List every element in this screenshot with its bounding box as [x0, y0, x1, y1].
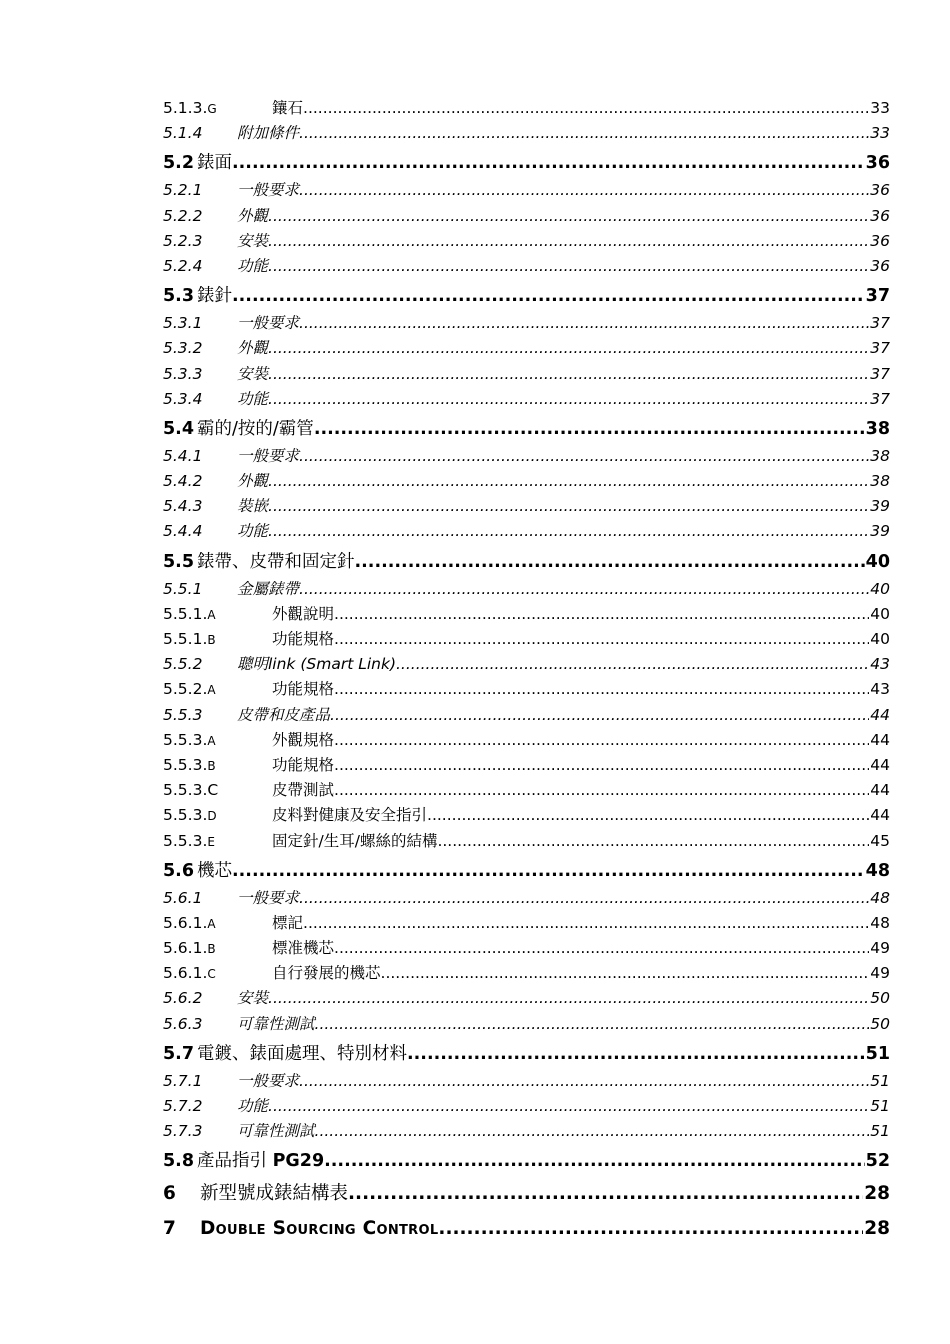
toc-entry-page: 44: [870, 755, 890, 774]
toc-entry-page: 49: [870, 964, 890, 983]
toc-entry-number: 5.5.3: [163, 705, 203, 724]
toc-entry[interactable]: [163, 602, 890, 627]
toc-entry-title: 外觀說明: [272, 604, 335, 623]
toc-dot-leader: [232, 856, 865, 886]
toc-dot-leader: [348, 1176, 863, 1211]
toc-dot-leader: [303, 96, 869, 121]
toc-dot-leader: [437, 829, 869, 854]
toc-entry[interactable]: [163, 911, 890, 936]
toc-entry[interactable]: [163, 204, 890, 229]
toc-entry[interactable]: [163, 753, 890, 778]
toc-entry-title: 皮料對健康及安全指引: [272, 806, 428, 825]
toc-entry-number: 5.6.1.A: [163, 913, 216, 932]
toc-entry-number: 5.2.4: [163, 256, 203, 275]
toc-entry[interactable]: [163, 444, 890, 469]
toc-entry-number: 5.5.1.A: [163, 604, 216, 623]
toc-entry-page: 33: [870, 124, 890, 143]
toc-entry[interactable]: [163, 677, 890, 702]
toc-entry[interactable]: [163, 229, 890, 254]
toc-entry-title: 功能: [237, 1097, 269, 1115]
toc-entry[interactable]: [163, 121, 890, 146]
toc-entry-page: 43: [870, 680, 890, 699]
toc-entry-title: 外觀: [237, 206, 269, 225]
toc-dot-leader: [314, 414, 865, 444]
toc-entry[interactable]: [163, 627, 890, 652]
toc-entry-page: 50: [870, 1014, 890, 1033]
toc-entry[interactable]: [163, 778, 890, 803]
toc-entry-title: 一般要求: [237, 446, 300, 465]
toc-entry-page: 52: [865, 1151, 890, 1172]
toc-entry-title: 皮帶和皮產品: [237, 705, 331, 724]
toc-dot-leader: [268, 494, 869, 519]
toc-entry[interactable]: [163, 414, 890, 444]
toc-entry-number: 5.1.3.G: [163, 99, 217, 117]
toc-entry-page: 37: [865, 286, 890, 307]
toc-entry-title: 錶帶、皮帶和固定針: [197, 551, 355, 572]
toc-dot-leader: [315, 1012, 870, 1037]
toc-dot-leader: [355, 547, 865, 577]
toc-dot-leader: [299, 444, 869, 469]
toc-dot-leader: [299, 121, 869, 146]
toc-entry-title: 安裝: [237, 364, 269, 383]
toc-entry-page: 38: [865, 418, 890, 439]
toc-entry-number: 5.6: [163, 860, 195, 881]
toc-dot-leader: [268, 229, 869, 254]
toc-dot-leader: [268, 362, 869, 387]
toc-entry-page: 36: [870, 181, 890, 200]
toc-entry-page: 45: [870, 831, 890, 850]
toc-entry[interactable]: [163, 281, 890, 311]
toc-entry-title: 功能規格: [272, 630, 335, 648]
toc-entry-page: 43: [870, 655, 890, 674]
toc-dot-leader: [299, 577, 869, 602]
toc-entry-number: 5.8: [163, 1151, 195, 1172]
toc-entry-title: 聰明link (Smart Link): [237, 655, 396, 674]
toc-entry[interactable]: [163, 703, 890, 728]
toc-dot-leader: [334, 728, 869, 753]
toc-dot-leader: [299, 178, 869, 203]
toc-entry[interactable]: [163, 986, 890, 1011]
toc-entry-title: 一般要求: [237, 314, 300, 333]
toc-entry-page: 37: [870, 389, 890, 408]
toc-entry-number: 5.7: [163, 1043, 195, 1064]
toc-dot-leader: [268, 254, 869, 279]
toc-dot-leader: [315, 1119, 870, 1144]
toc-entry-number: 5.5.1: [163, 579, 203, 598]
toc-entry[interactable]: [163, 936, 890, 961]
toc-dot-leader: [334, 627, 869, 652]
toc-entry-title: 錶針: [197, 286, 233, 307]
toc-entry-title: 功能: [237, 256, 269, 275]
toc-entry-number: 5.5.1.B: [163, 630, 216, 648]
toc-entry-title: 可靠性測試: [237, 1014, 315, 1033]
toc-entry[interactable]: [163, 387, 890, 412]
toc-entry-number: 5.5.2: [163, 655, 203, 674]
toc-entry-page: 40: [870, 579, 890, 598]
toc-entry-page: 51: [870, 1097, 890, 1115]
toc-entry[interactable]: [163, 1012, 890, 1037]
toc-dot-leader: [381, 961, 870, 986]
toc-entry[interactable]: [163, 519, 890, 544]
toc-entry[interactable]: [163, 803, 890, 828]
toc-entry-page: 39: [870, 522, 890, 541]
toc-entry[interactable]: [163, 96, 890, 121]
toc-entry-page: 48: [870, 913, 890, 932]
toc-entry-title: 一般要求: [237, 1071, 300, 1090]
toc-entry[interactable]: [163, 178, 890, 203]
toc-entry[interactable]: [163, 1039, 890, 1069]
toc-entry-number: 5.3.1: [163, 314, 203, 333]
toc-entry-page: 38: [870, 446, 890, 465]
toc-entry[interactable]: [163, 469, 890, 494]
toc-entry-number: 5.6.1.B: [163, 939, 216, 958]
toc-entry-number: 6: [163, 1183, 176, 1205]
toc-entry[interactable]: [163, 1146, 890, 1176]
toc-entry-number: 5.5.3.E: [163, 831, 215, 850]
toc-entry[interactable]: [163, 577, 890, 602]
toc-entry-number: 5.4.1: [163, 446, 203, 465]
toc-dot-leader: [324, 1146, 865, 1176]
toc-entry-title: 鑲石: [272, 99, 304, 117]
toc-entry-number: 5.3.4: [163, 389, 203, 408]
toc-entry-title: 安裝: [237, 231, 269, 250]
toc-entry-number: 5.5.2.A: [163, 680, 216, 699]
toc-entry[interactable]: [163, 1211, 890, 1246]
toc-entry-page: 37: [870, 339, 890, 358]
toc-entry-number: 5.5.3.C: [163, 781, 219, 800]
toc-entry[interactable]: [163, 652, 890, 677]
toc-entry-page: 36: [870, 206, 890, 225]
toc-entry-number: 5.1.4: [163, 124, 203, 143]
toc-entry-number: 5.4.3: [163, 497, 203, 516]
toc-dot-leader: [334, 677, 869, 702]
toc-entry[interactable]: [163, 886, 890, 911]
toc-dot-leader: [268, 204, 869, 229]
toc-entry[interactable]: [163, 362, 890, 387]
toc-entry-title: 電鍍、錶面處理、特別材料: [197, 1043, 408, 1064]
toc-entry[interactable]: [163, 148, 890, 178]
toc-entry-title: 霸的/按的/霸管: [197, 418, 314, 439]
toc-dot-leader: [268, 1094, 869, 1119]
toc-dot-leader: [268, 519, 869, 544]
toc-entry-page: 28: [864, 1183, 890, 1205]
toc-entry-title: 標准機芯: [272, 939, 335, 958]
toc-entry-page: 48: [865, 860, 890, 881]
toc-entry-page: 37: [870, 364, 890, 383]
toc-entry-page: 44: [870, 730, 890, 749]
toc-entry[interactable]: [163, 961, 890, 986]
toc-dot-leader: [268, 986, 869, 1011]
toc-entry-page: 28: [864, 1218, 890, 1240]
toc-entry-page: 39: [870, 497, 890, 516]
toc-entry-number: 5.3.2: [163, 339, 203, 358]
toc-entry-title: 安裝: [237, 989, 269, 1008]
toc-entry-page: 44: [870, 806, 890, 825]
toc-entry-page: 36: [870, 256, 890, 275]
toc-entry[interactable]: [163, 547, 890, 577]
toc-entry[interactable]: [163, 336, 890, 361]
toc-entry-number: 5.2.2: [163, 206, 203, 225]
toc-entry[interactable]: [163, 728, 890, 753]
toc-dot-leader: [299, 886, 869, 911]
toc-entry-title: 外觀: [237, 339, 269, 358]
toc-entry-title: 可靠性測試: [237, 1122, 315, 1141]
toc-entry-page: 40: [870, 604, 890, 623]
toc-entry-page: 51: [870, 1071, 890, 1090]
toc-dot-leader: [330, 703, 869, 728]
toc-entry[interactable]: [163, 1069, 890, 1094]
toc-entry-page: 49: [870, 939, 890, 958]
toc-dot-leader: [407, 1039, 865, 1069]
toc-entry-title: 產品指引 PG29: [197, 1151, 325, 1172]
toc-dot-leader: [268, 336, 869, 361]
toc-entry-page: 44: [870, 781, 890, 800]
toc-entry[interactable]: [163, 829, 890, 854]
toc-entry-title: 功能: [237, 522, 269, 541]
toc-entry-page: 51: [870, 1122, 890, 1141]
toc-dot-leader: [299, 311, 869, 336]
toc-entry-title: 功能規格: [272, 755, 335, 774]
toc-entry-number: 5.5.3.A: [163, 730, 216, 749]
toc-entry-page: 51: [865, 1043, 890, 1064]
toc-entry-title: 標記: [272, 913, 304, 932]
toc-entry-page: 40: [865, 551, 890, 572]
toc-entry-title: 新型號成錶結構表: [200, 1183, 349, 1205]
toc-entry-title: Double Sourcing Control: [200, 1218, 439, 1240]
toc-entry-title: 一般要求: [237, 888, 300, 907]
toc-entry-title: 皮帶測試: [272, 781, 335, 800]
toc-entry[interactable]: [163, 1176, 890, 1211]
toc-entry-number: 5.6.2: [163, 989, 203, 1008]
toc-entry-title: 一般要求: [237, 181, 300, 200]
toc-entry-title: 裝嵌: [237, 497, 269, 516]
toc-entry-page: 48: [870, 888, 890, 907]
toc-entry-number: 5.2.3: [163, 231, 203, 250]
toc-entry-page: 37: [870, 314, 890, 333]
toc-entry-number: 5.5.3.D: [163, 806, 217, 825]
toc-entry[interactable]: [163, 1094, 890, 1119]
toc-entry[interactable]: [163, 1119, 890, 1144]
toc-entry-number: 5.3: [163, 286, 195, 307]
toc-dot-leader: [334, 602, 869, 627]
toc-entry-title: 外觀: [237, 472, 269, 491]
toc-dot-leader: [303, 911, 869, 936]
toc-entry-number: 5.4.4: [163, 522, 203, 541]
toc-entry-number: 5.2.1: [163, 181, 203, 200]
toc-entry[interactable]: [163, 856, 890, 886]
toc-entry-number: 5.6.1: [163, 888, 203, 907]
toc-dot-leader: [268, 387, 869, 412]
toc-entry-page: 36: [870, 231, 890, 250]
toc-entry-number: 5.6.1.C: [163, 964, 216, 983]
toc-dot-leader: [299, 1069, 869, 1094]
toc-entry[interactable]: [163, 494, 890, 519]
toc-dot-leader: [438, 1211, 863, 1246]
toc-entry-number: 5.4: [163, 418, 195, 439]
toc-entry-number: 5.6.3: [163, 1014, 203, 1033]
toc-entry-page: 50: [870, 989, 890, 1008]
toc-entry-number: 5.7.2: [163, 1097, 203, 1115]
toc-entry-number: 5.5.3.B: [163, 755, 216, 774]
table-of-contents: [163, 96, 890, 1246]
toc-entry-page: 40: [870, 630, 890, 648]
toc-entry-page: 44: [870, 705, 890, 724]
toc-dot-leader: [232, 148, 865, 178]
toc-entry-number: 5.2: [163, 153, 195, 174]
toc-entry-title: 自行發展的機芯: [272, 964, 381, 983]
toc-entry-title: 金屬錶帶: [237, 579, 300, 598]
toc-dot-leader: [232, 281, 865, 311]
toc-entry-title: 功能規格: [272, 680, 335, 699]
toc-entry-number: 5.7.3: [163, 1122, 203, 1141]
toc-entry-title: 外觀規格: [272, 730, 335, 749]
toc-entry[interactable]: [163, 254, 890, 279]
toc-entry-number: 5.5: [163, 551, 195, 572]
toc-entry-title: 功能: [237, 389, 269, 408]
toc-dot-leader: [396, 652, 869, 677]
toc-entry-title: 錶面: [197, 153, 233, 174]
toc-entry-number: 5.3.3: [163, 364, 203, 383]
toc-entry-number: 5.7.1: [163, 1071, 203, 1090]
toc-dot-leader: [334, 753, 869, 778]
toc-dot-leader: [334, 936, 869, 961]
toc-entry-title: 附加條件: [237, 124, 300, 143]
toc-entry-page: 36: [865, 153, 890, 174]
toc-dot-leader: [427, 803, 869, 828]
toc-entry-page: 38: [870, 472, 890, 491]
toc-entry-number: 7: [163, 1218, 176, 1240]
toc-dot-leader: [268, 469, 869, 494]
toc-entry-title: 固定針/生耳/螺絲的結構: [272, 831, 438, 850]
toc-dot-leader: [334, 778, 869, 803]
toc-entry-page: 33: [870, 99, 890, 117]
toc-entry-number: 5.4.2: [163, 472, 203, 491]
toc-entry[interactable]: [163, 311, 890, 336]
toc-entry-title: 機芯: [197, 860, 233, 881]
